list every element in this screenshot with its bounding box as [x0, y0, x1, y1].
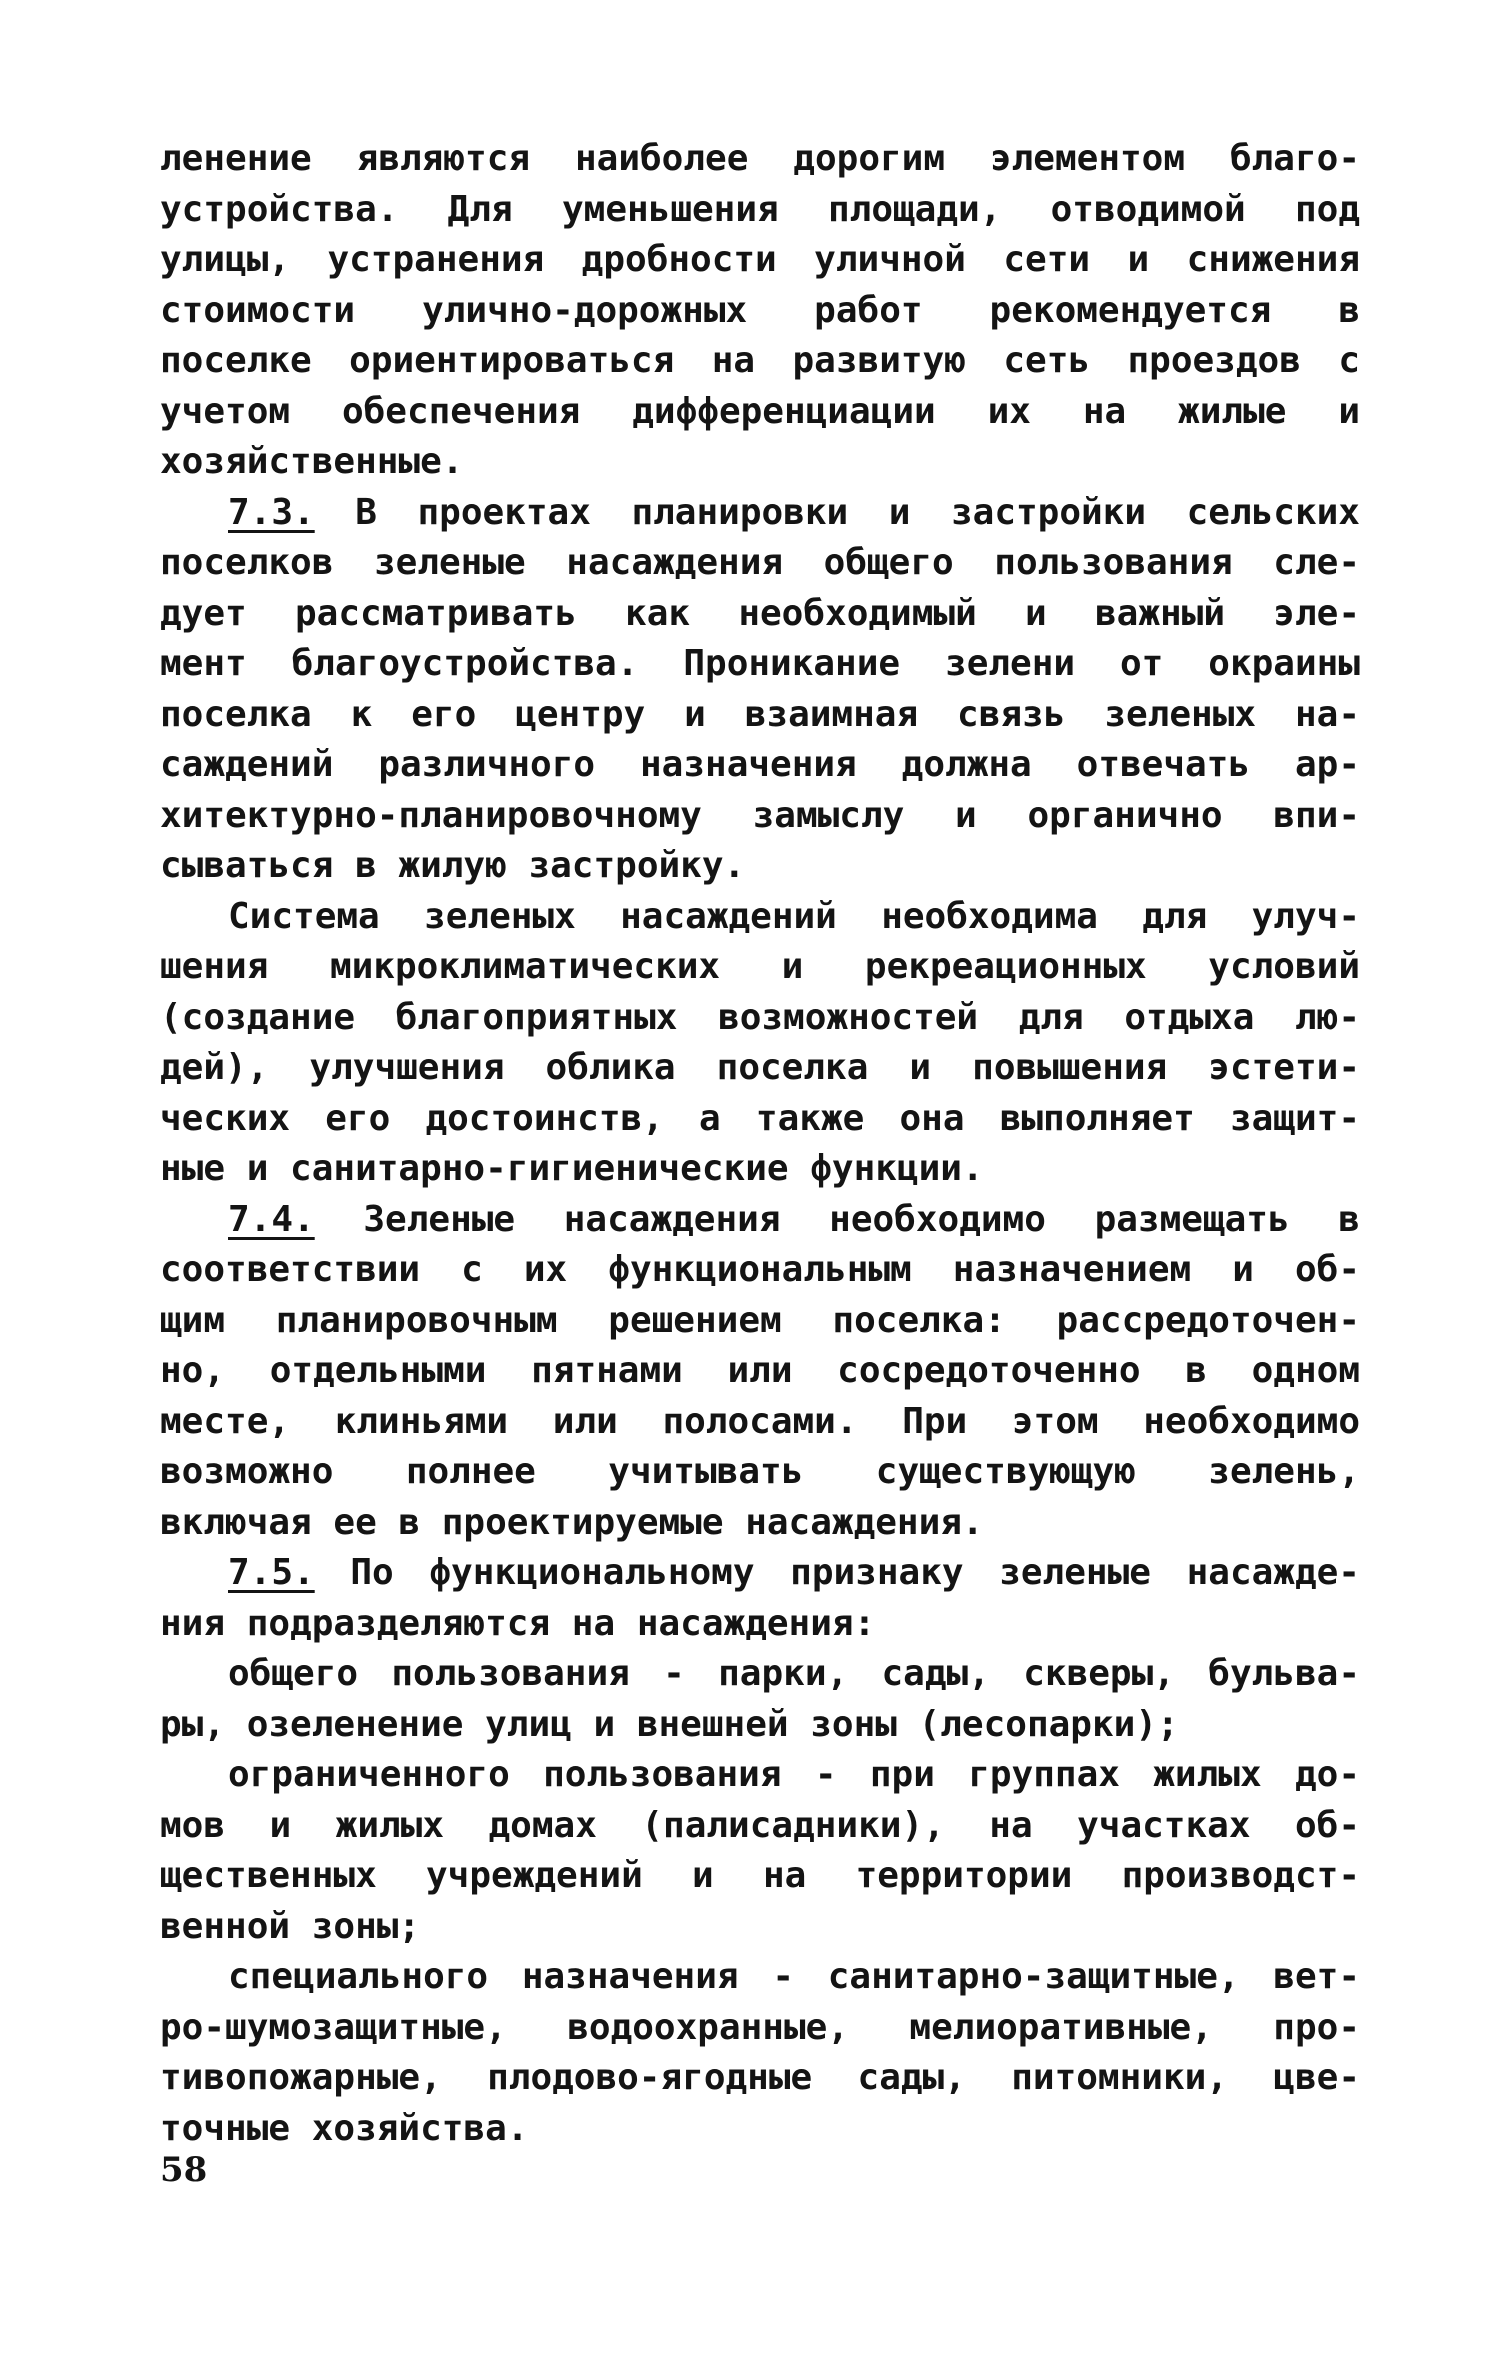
- text-line: точные хозяйства.: [160, 2107, 529, 2149]
- text-line: сываться в жилую застройку.: [160, 845, 746, 886]
- paragraph-continuation: [160, 134, 1360, 488]
- text-line: поселков зеленые насаждения общего пользования сле-: [160, 542, 1360, 583]
- text-line: щественных учреждений и на территории производст-: [160, 1855, 1360, 1896]
- text-line: ленение являются наиболее дорогим элементом благо-: [160, 138, 1360, 179]
- text-line: поселка к его центру и взаимная связь зеленых на-: [160, 693, 1360, 735]
- text-line: учетом обеспечения дифференциации их на жилые и: [160, 390, 1360, 432]
- text-line: специального назначения - санитарно-защитные, вет-: [228, 1956, 1360, 1997]
- text-line: хитектурно-планировочному замыслу и органично впи-: [160, 794, 1360, 836]
- text-line: мов и жилых домах (палисадники), на участках об-: [160, 1804, 1360, 1846]
- text-line: месте, клиньями или полосами. При этом необходимо: [160, 1400, 1360, 1442]
- paragraph-7-3: [160, 488, 1360, 892]
- text-line: но, отдельными пятнами или сосредоточенно в одном: [160, 1350, 1360, 1391]
- text-line: щим планировочным решением поселка: рассредоточен-: [160, 1299, 1360, 1341]
- text-line: мент благоустройства. Проникание зелени от окраины: [160, 643, 1360, 684]
- text-line: ческих его достоинств, а также она выполняет защит-: [160, 1097, 1360, 1139]
- text-line: шения микроклиматических и рекреационных условий: [160, 946, 1360, 987]
- page-number: 58: [160, 2150, 208, 2190]
- section-number: 7.3.: [228, 491, 315, 533]
- text-line: [160, 1548, 1360, 1599]
- text-line: ные и санитарно-гигиенические функции.: [160, 1148, 984, 1189]
- text-line: тивопожарные, плодово-ягодные сады, питомники, цве-: [160, 2057, 1360, 2098]
- text-line: Система зеленых насаждений необходима для улуч-: [228, 895, 1360, 937]
- text-line: стоимости улично-дорожных работ рекомендуется в: [160, 289, 1360, 331]
- text-line: ния подразделяются на насаждения:: [160, 1602, 876, 1644]
- text-line: включая ее в проектируемые насаждения.: [160, 1501, 984, 1543]
- paragraph-green-system: [160, 892, 1360, 1195]
- list-item-general-use: [160, 1649, 1360, 1750]
- list-item-limited-use: [160, 1750, 1360, 1952]
- text-line: саждений различного назначения должна отвечать ар-: [160, 744, 1360, 785]
- text-line: венной зоны;: [160, 1905, 421, 1947]
- text-line: поселке ориентироваться на развитую сеть проездов с: [160, 340, 1360, 381]
- text-line: общего пользования - парки, сады, скверы, бульва-: [228, 1653, 1360, 1694]
- text-line: [160, 1195, 1360, 1246]
- text-line: (создание благоприятных возможностей для отдыха лю-: [160, 996, 1360, 1038]
- text-line: [160, 488, 1360, 539]
- text-line: улицы, устранения дробности уличной сети и снижения: [160, 239, 1360, 280]
- paragraph-7-4: [160, 1195, 1360, 1549]
- text-line-content: Зеленые насаждения необходимо размещать в: [363, 1198, 1360, 1240]
- body-text: [160, 134, 1360, 2154]
- text-line: хозяйственные.: [160, 441, 464, 482]
- text-line: устройства. Для уменьшения площади, отводимой под: [160, 188, 1360, 230]
- text-line-content: В проектах планировки и застройки сельских: [355, 491, 1360, 533]
- text-line: ры, озеленение улиц и внешней зоны (лесопарки);: [160, 1703, 1179, 1745]
- section-number: 7.4.: [228, 1198, 315, 1240]
- text-line-content: По функциональному признаку зеленые насажде-: [350, 1552, 1360, 1593]
- text-line: соответствии с их функциональным назначением и об-: [160, 1249, 1360, 1290]
- text-line: ро-шумозащитные, водоохранные, мелиоративные, про-: [160, 2006, 1360, 2048]
- text-line: ограниченного пользования - при группах жилых до-: [228, 1754, 1360, 1795]
- text-line: дей), улучшения облика поселка и повышения эстети-: [160, 1047, 1360, 1088]
- list-item-special-purpose: [160, 1952, 1360, 2154]
- text-line: дует рассматривать как необходимый и важный эле-: [160, 592, 1360, 634]
- section-number: 7.5.: [228, 1552, 315, 1593]
- text-line: возможно полнее учитывать существующую зелень,: [160, 1451, 1360, 1492]
- paragraph-7-5: [160, 1548, 1360, 1649]
